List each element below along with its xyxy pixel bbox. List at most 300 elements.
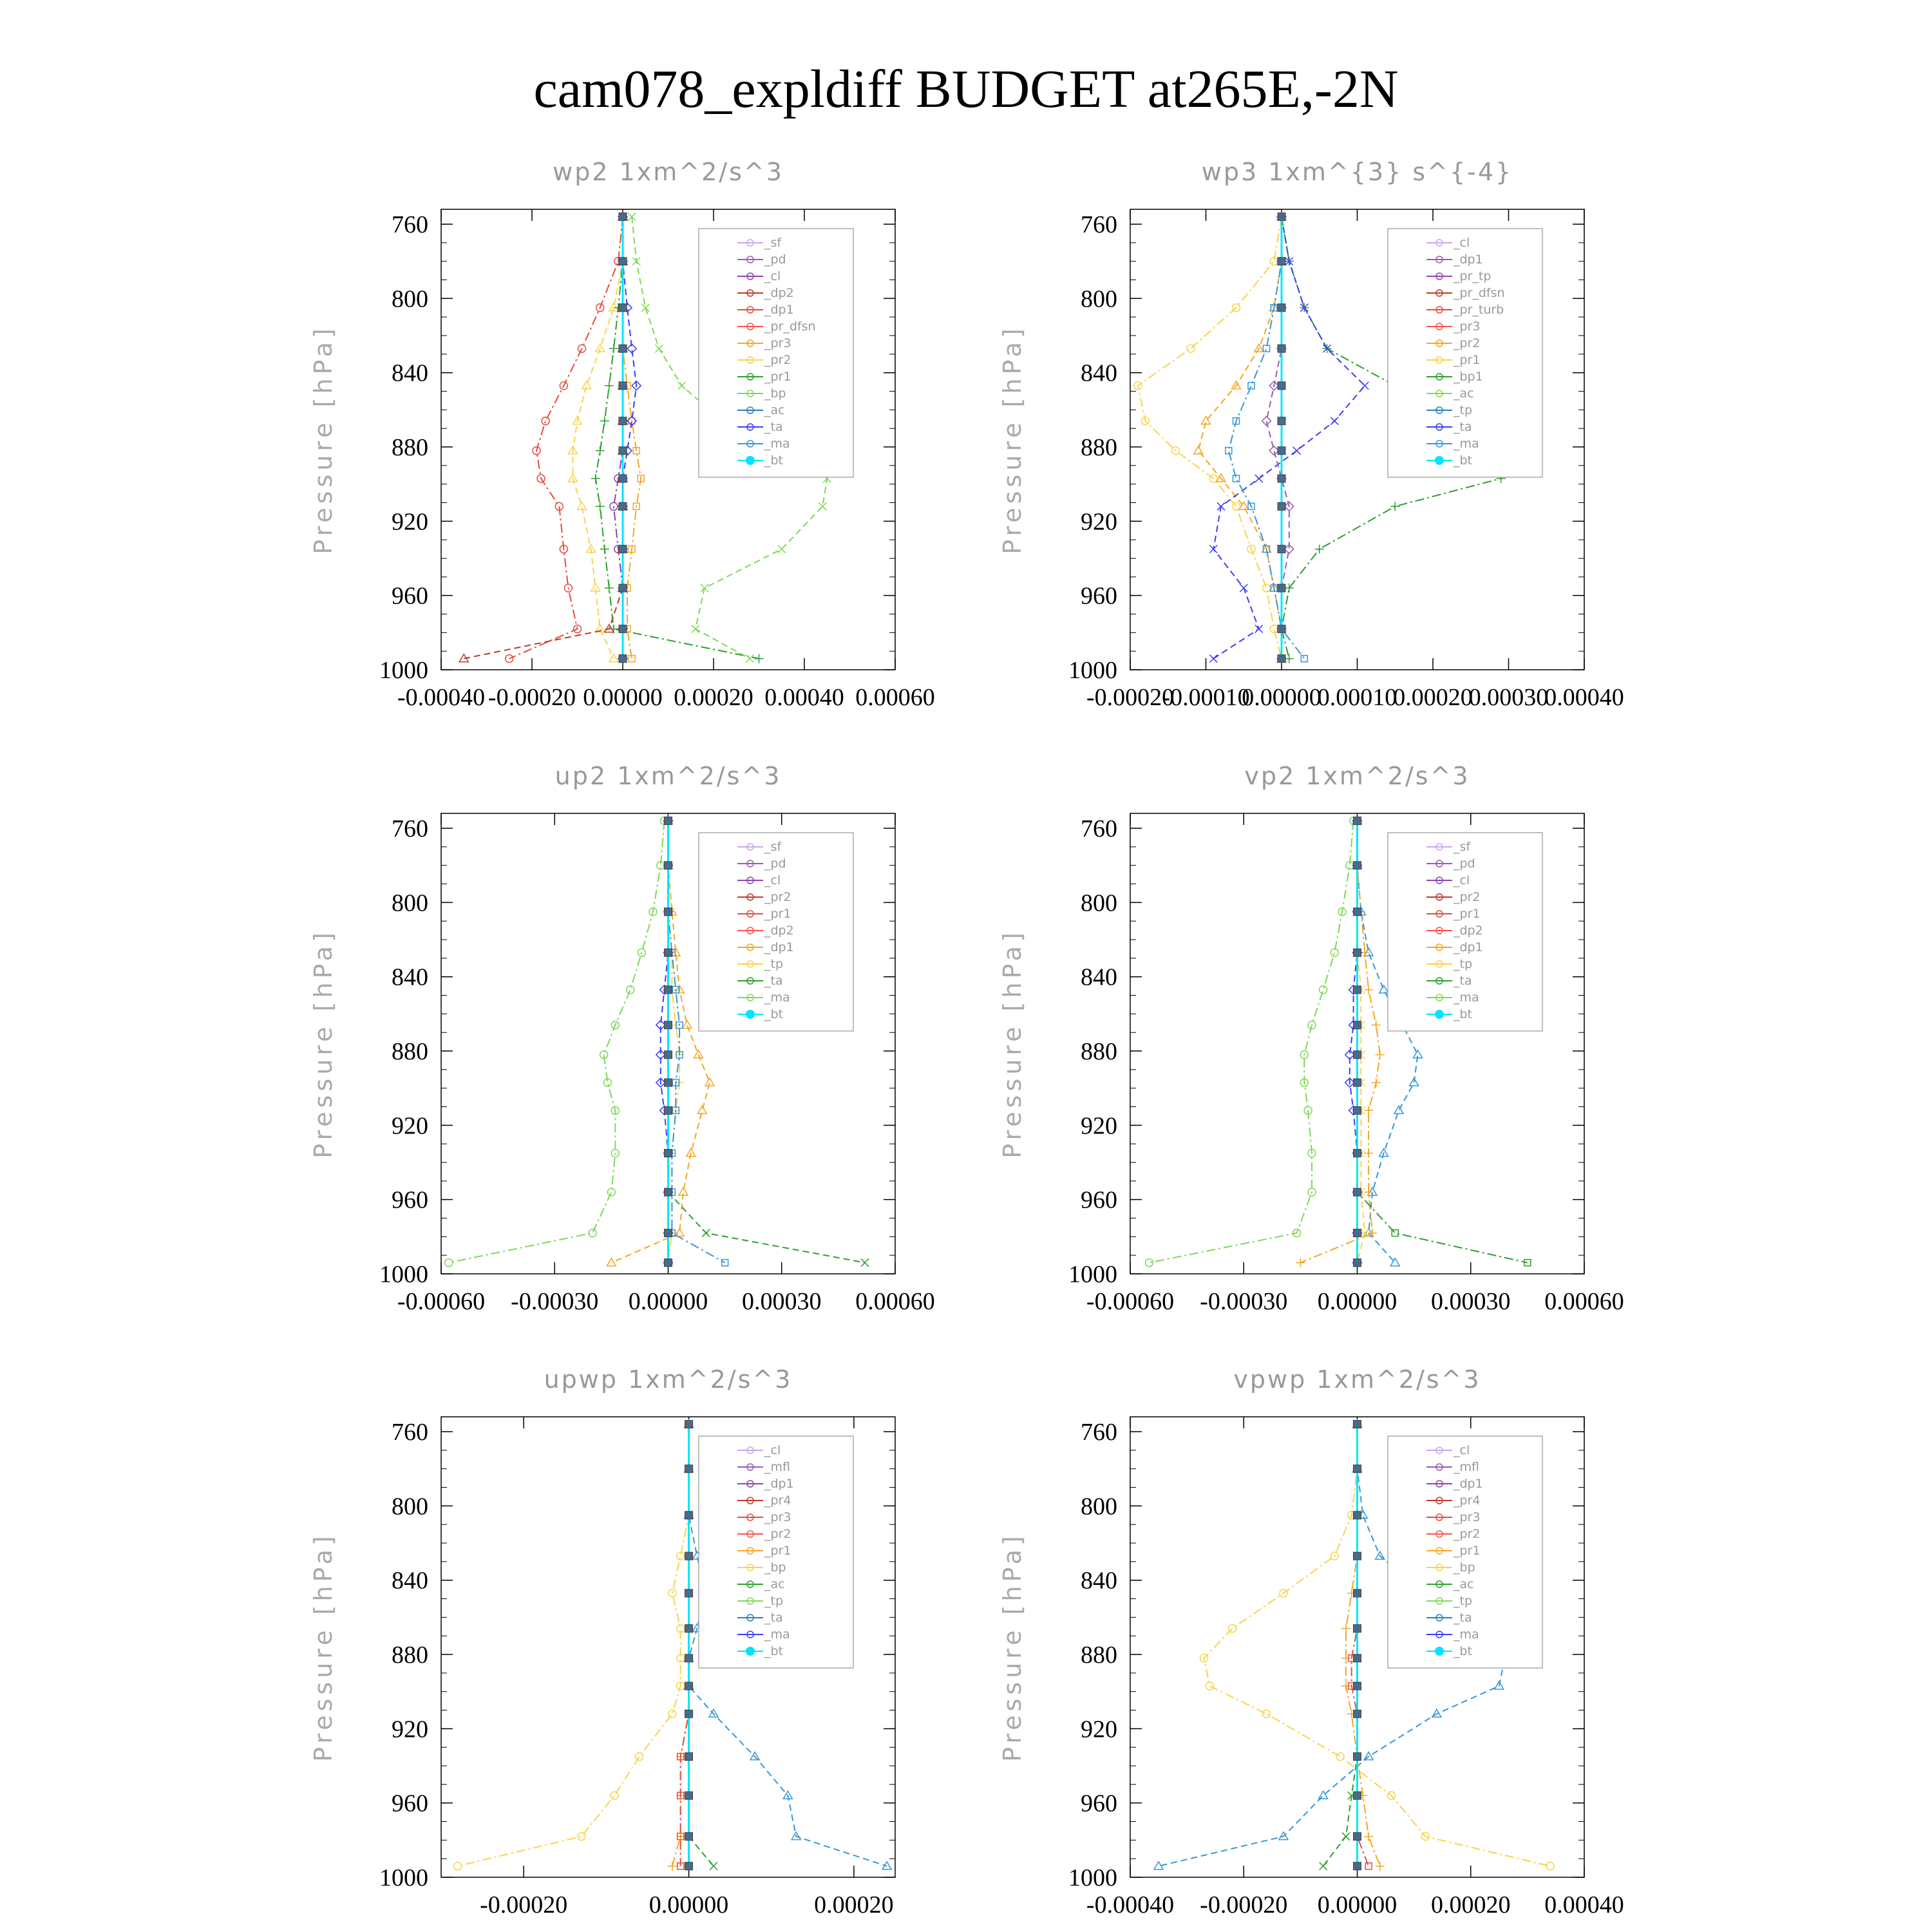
data-point <box>1255 475 1263 482</box>
x-tick-label: 0.00040 <box>1544 684 1624 711</box>
x-tick-label: 0.00030 <box>742 1288 822 1315</box>
data-point <box>1194 446 1203 454</box>
data-point <box>619 625 627 633</box>
data-point <box>1262 417 1271 426</box>
y-tick-label: 920 <box>1081 508 1117 536</box>
data-point <box>1354 1150 1361 1157</box>
data-point <box>1336 1753 1344 1761</box>
data-point <box>619 382 627 390</box>
data-point <box>668 1862 677 1871</box>
legend-entry: _pd <box>764 857 786 871</box>
x-tick-label: 0.00010 <box>1317 684 1397 711</box>
panel-title: upwp 1xm^2/s^3 <box>544 1365 793 1394</box>
data-point <box>692 625 699 633</box>
panel-2 <box>309 762 935 1315</box>
data-point <box>1278 345 1285 352</box>
data-point <box>722 1260 728 1266</box>
data-point <box>1354 1682 1361 1690</box>
data-point <box>600 417 609 426</box>
x-tick-label: 0.00020 <box>1393 684 1473 711</box>
panel-title: wp3 1xm^{3} s^{-4} <box>1201 158 1513 186</box>
data-point <box>819 502 826 510</box>
x-tick-label: 0.00030 <box>1431 1288 1511 1315</box>
legend-entry: _dp2 <box>764 286 794 300</box>
panel-0 <box>309 158 935 711</box>
data-point <box>1320 1862 1327 1870</box>
data-point <box>1372 1021 1381 1030</box>
legend-entry: _pr1 <box>1454 353 1481 367</box>
y-tick-label: 920 <box>392 508 428 536</box>
data-point <box>1209 655 1217 663</box>
data-point <box>1364 985 1373 994</box>
data-point <box>1320 986 1327 994</box>
data-point <box>619 475 627 482</box>
data-point <box>655 345 663 352</box>
data-point <box>1354 1753 1361 1761</box>
legend-entry: _ta <box>1454 974 1472 988</box>
data-point <box>619 258 627 265</box>
legend-marker <box>1435 1647 1444 1656</box>
y-tick-label: 960 <box>1081 582 1117 610</box>
x-tick-label: 0.00060 <box>855 684 935 711</box>
data-point <box>697 1106 706 1113</box>
x-tick-label: 0.00020 <box>1431 1891 1511 1918</box>
data-point <box>710 1862 717 1870</box>
data-point <box>1315 545 1324 554</box>
legend-entry: _tp <box>1454 957 1473 971</box>
data-point <box>1354 1259 1361 1267</box>
data-point <box>665 1051 672 1059</box>
y-tick-label: 760 <box>1081 211 1117 239</box>
data-point <box>1354 986 1361 994</box>
y-tick-label: 1000 <box>1068 1261 1117 1288</box>
series-line-dp1 <box>449 821 665 1263</box>
x-tick-label: 0.00000 <box>1317 1891 1397 1918</box>
data-point <box>665 986 672 994</box>
data-point <box>611 1792 618 1799</box>
legend-entry: _dp1 <box>1454 940 1483 954</box>
y-tick-label: 1000 <box>1068 1864 1117 1891</box>
data-point <box>668 1710 676 1718</box>
data-point <box>685 1552 693 1560</box>
data-point <box>1354 1625 1361 1633</box>
legend-entry: _tp <box>1454 403 1473 417</box>
legend-marker <box>746 1647 755 1656</box>
data-point <box>1278 258 1285 265</box>
y-tick-label: 960 <box>1081 1186 1117 1214</box>
y-axis-label: Pressure [hPa] <box>998 929 1027 1159</box>
panel-title: wp2 1xm^2/s^3 <box>553 158 784 186</box>
y-tick-label: 960 <box>1081 1790 1117 1817</box>
series-line-dp1 <box>1149 821 1353 1263</box>
data-point <box>665 908 672 916</box>
legend-entry: _dp1 <box>1454 1477 1483 1491</box>
legend-entry: _ma <box>764 437 790 451</box>
x-tick-label: 0.00000 <box>649 1891 729 1918</box>
y-axis-label: Pressure [hPa] <box>309 1532 337 1762</box>
legend-entry: _pr2 <box>1454 890 1481 904</box>
legend-entry: _bt <box>764 1644 784 1658</box>
legend-entry: _pr3 <box>1454 1510 1481 1524</box>
data-point <box>685 1862 693 1870</box>
data-point <box>1278 584 1285 592</box>
y-tick-label: 1000 <box>379 657 428 684</box>
legend-entry: _pr4 <box>1454 1493 1481 1508</box>
data-point <box>1342 1833 1350 1841</box>
data-point <box>1278 382 1285 390</box>
data-point <box>755 654 764 663</box>
legend-entry: _ac <box>1454 1577 1474 1591</box>
legend-entry: _tp <box>1454 1594 1473 1608</box>
data-point <box>1354 1833 1361 1841</box>
legend-entry: _ac <box>764 403 785 417</box>
y-tick-label: 800 <box>1081 889 1117 917</box>
legend-entry: _bt <box>764 453 784 468</box>
legend-marker <box>746 456 755 465</box>
data-point <box>619 655 627 663</box>
data-point <box>1278 475 1285 482</box>
panel-5 <box>998 1365 1624 1918</box>
x-tick-label: 0.00040 <box>1544 1891 1624 1918</box>
y-tick-label: 920 <box>1081 1112 1117 1140</box>
data-point <box>685 1421 693 1428</box>
data-point <box>665 1229 672 1237</box>
data-point <box>1354 1552 1361 1560</box>
y-tick-label: 760 <box>1081 1419 1117 1446</box>
data-point <box>1354 1229 1361 1237</box>
legend-entry: _pr2 <box>764 353 791 367</box>
series-line-dp1 <box>681 1425 689 1866</box>
y-tick-label: 880 <box>392 434 428 462</box>
data-point <box>685 1654 693 1662</box>
legend-entry: _pr1 <box>764 1544 791 1558</box>
y-tick-label: 760 <box>1081 815 1117 843</box>
data-point <box>1354 1465 1361 1473</box>
series-line-ta <box>661 821 668 1263</box>
y-tick-label: 840 <box>392 963 428 991</box>
data-point <box>1269 446 1278 455</box>
data-point <box>1361 382 1368 390</box>
data-point <box>1364 1832 1373 1841</box>
data-point <box>610 502 618 510</box>
data-point <box>636 1753 643 1761</box>
legend-entry: _bt <box>1454 1644 1473 1658</box>
data-point <box>1278 502 1285 510</box>
legend-entry: _mfl <box>764 1460 790 1474</box>
panel-4 <box>309 1365 895 1918</box>
y-tick-label: 920 <box>392 1112 428 1140</box>
data-point <box>1240 584 1247 592</box>
legend-entry: _dp1 <box>764 303 794 317</box>
y-axis-label: Pressure [hPa] <box>309 325 337 554</box>
x-tick-label: 0.00000 <box>1242 684 1321 711</box>
data-point <box>665 949 672 956</box>
legend-entry: _pr3 <box>1454 319 1481 334</box>
legend-entry: _ma <box>1454 1627 1479 1642</box>
data-point <box>1278 447 1285 455</box>
data-point <box>596 502 605 511</box>
data-point <box>678 382 686 390</box>
legend-entry: _pr1 <box>1454 907 1481 921</box>
data-point <box>619 213 627 221</box>
panel-1 <box>998 158 1624 711</box>
data-point <box>1354 1792 1361 1799</box>
y-tick-label: 1000 <box>379 1864 428 1891</box>
y-tick-label: 840 <box>1081 359 1117 387</box>
legend-marker <box>746 1010 755 1019</box>
panel-3 <box>998 762 1624 1315</box>
series-line-dp2 <box>464 217 623 659</box>
data-point <box>1278 625 1285 633</box>
data-point <box>1354 908 1361 916</box>
x-tick-label: -0.00020 <box>480 1891 568 1918</box>
y-tick-label: 800 <box>392 285 428 313</box>
data-point <box>685 1511 693 1519</box>
series-line-pr2 <box>573 217 623 659</box>
data-point <box>627 986 634 994</box>
legend-entry: _ac <box>764 1577 785 1591</box>
y-tick-label: 800 <box>1081 1493 1117 1520</box>
data-point <box>1278 304 1285 312</box>
legend-entry: _pr1 <box>1454 1544 1481 1558</box>
data-point <box>683 1021 692 1028</box>
legend-entry: _cl <box>1454 236 1470 250</box>
legend-entry: _pr2 <box>764 1527 791 1541</box>
data-point <box>665 1259 672 1267</box>
data-point <box>694 1050 703 1058</box>
series-line-pr2 <box>1198 217 1282 659</box>
data-point <box>685 1833 693 1841</box>
data-point <box>746 655 753 663</box>
legend-entry: _bp <box>1454 1560 1475 1575</box>
y-tick-label: 880 <box>392 1642 428 1669</box>
data-point <box>454 1862 462 1870</box>
data-point <box>1394 1106 1403 1113</box>
data-point <box>1278 545 1285 553</box>
legend-entry: _cl <box>764 873 781 887</box>
data-point <box>665 862 672 869</box>
panel-title: vp2 1xm^2/s^3 <box>1244 762 1470 790</box>
legend-entry: _pr_dfsn <box>764 319 816 334</box>
data-point <box>1376 1050 1385 1059</box>
x-tick-label: -0.00010 <box>1162 684 1250 711</box>
legend-entry: _ta <box>764 1611 783 1625</box>
legend-entry: _dp1 <box>1454 252 1483 267</box>
data-point <box>1354 817 1361 825</box>
legend-entry: _ta <box>764 974 783 988</box>
data-point <box>596 446 605 455</box>
legend-entry: _pr4 <box>764 1493 791 1508</box>
legend-entry: _pr_dfsn <box>1454 286 1505 300</box>
data-point <box>1354 1710 1361 1718</box>
data-point <box>685 1753 693 1761</box>
data-point <box>591 474 600 483</box>
legend-entry: _bt <box>1454 453 1473 468</box>
x-tick-label: 0.00020 <box>814 1891 894 1918</box>
legend-entry: _pr3 <box>764 336 791 350</box>
data-point <box>1354 1654 1361 1662</box>
y-tick-label: 840 <box>1081 1567 1117 1595</box>
legend-entry: _bp <box>764 1560 786 1575</box>
data-point <box>641 304 649 312</box>
data-point <box>1248 383 1255 389</box>
data-point <box>665 817 672 825</box>
legend-entry: _mfl <box>1454 1460 1479 1474</box>
x-tick-label: -0.00060 <box>1086 1288 1175 1315</box>
legend-entry: _pr1 <box>764 370 791 384</box>
legend-entry: _cl <box>1454 1443 1470 1457</box>
x-tick-label: -0.00040 <box>397 684 486 711</box>
legend-entry: _pr1 <box>764 907 791 921</box>
data-point <box>665 1150 672 1157</box>
y-tick-label: 800 <box>1081 285 1117 313</box>
x-tick-label: -0.00040 <box>1086 1891 1175 1918</box>
y-tick-label: 800 <box>392 889 428 917</box>
data-point <box>1293 447 1301 455</box>
data-point <box>605 381 614 390</box>
legend-entry: _tp <box>764 1594 784 1608</box>
x-tick-label: 0.00060 <box>1544 1288 1624 1315</box>
data-point <box>1263 1710 1271 1718</box>
data-point <box>609 344 618 353</box>
x-tick-label: 0.00020 <box>674 684 753 711</box>
legend-entry: _dp1 <box>764 940 794 954</box>
legend-entry: _pd <box>764 252 786 267</box>
y-tick-label: 880 <box>1081 1038 1117 1066</box>
data-point <box>619 304 627 312</box>
data-point <box>1354 1589 1361 1597</box>
legend-entry: _sf <box>764 236 782 250</box>
data-point <box>1354 1862 1361 1870</box>
y-axis-label: Pressure [hPa] <box>998 1532 1027 1762</box>
legend-entry: _ta <box>1454 1611 1472 1625</box>
data-point <box>665 1079 672 1086</box>
data-point <box>619 417 627 425</box>
legend-entry: _bt <box>764 1007 784 1021</box>
data-point <box>619 345 627 352</box>
x-tick-label: -0.00020 <box>488 684 576 711</box>
y-tick-label: 840 <box>1081 963 1117 991</box>
y-tick-label: 840 <box>392 1567 428 1595</box>
legend-entry: _pr_turb <box>1454 303 1504 317</box>
data-point <box>1354 862 1361 869</box>
data-point <box>685 1682 693 1690</box>
panel-title: up2 1xm^2/s^3 <box>554 762 782 790</box>
data-point <box>1278 655 1285 663</box>
legend-entry: _pr2 <box>764 890 791 904</box>
data-point <box>619 502 627 510</box>
panel-title: vpwp 1xm^2/s^3 <box>1233 1365 1481 1394</box>
data-point <box>665 1021 672 1029</box>
y-tick-label: 840 <box>392 359 428 387</box>
data-point <box>1341 1624 1350 1633</box>
data-point <box>1278 213 1285 221</box>
y-tick-label: 1000 <box>1068 657 1117 684</box>
legend-entry: _dp2 <box>1454 923 1483 938</box>
figure-title: cam078_expldiff BUDGET at265E,-2N <box>533 59 1399 119</box>
data-point <box>1331 417 1338 425</box>
legend-entry: _bp1 <box>1454 370 1483 384</box>
legend-entry: _cl <box>764 269 781 283</box>
x-tick-label: -0.00020 <box>1086 684 1175 711</box>
legend-entry: _pr2 <box>1454 336 1481 350</box>
y-tick-label: 880 <box>1081 434 1117 462</box>
data-point <box>542 417 549 425</box>
x-tick-label: -0.00060 <box>397 1288 486 1315</box>
y-tick-label: 920 <box>392 1716 428 1743</box>
legend-entry: _ac <box>1454 386 1474 401</box>
data-point <box>685 1792 693 1799</box>
y-axis-label: Pressure [hPa] <box>998 325 1027 554</box>
x-tick-label: 0.00000 <box>583 684 663 711</box>
legend-entry: _ma <box>764 1627 790 1642</box>
data-point <box>1354 1188 1361 1196</box>
data-point <box>1264 345 1270 352</box>
series-line-pr1 <box>458 1425 689 1866</box>
data-point <box>619 545 627 553</box>
x-tick-label: -0.00020 <box>1200 1891 1288 1918</box>
series-line-bp <box>1323 1425 1358 1866</box>
data-point <box>1365 1863 1372 1870</box>
legend-entry: _bt <box>1454 1007 1473 1021</box>
data-point <box>1255 625 1263 633</box>
series-line-pr1 <box>1138 217 1282 659</box>
y-tick-label: 960 <box>392 1790 428 1817</box>
x-tick-label: 0.00060 <box>855 1288 935 1315</box>
legend-entry: _ma <box>764 990 790 1005</box>
data-point <box>1354 1511 1361 1519</box>
y-tick-label: 920 <box>1081 1716 1117 1743</box>
y-tick-label: 880 <box>1081 1642 1117 1669</box>
x-tick-label: -0.00030 <box>511 1288 599 1315</box>
data-point <box>445 1259 453 1267</box>
data-point <box>600 545 609 554</box>
legend-entry: _pd <box>1454 857 1475 871</box>
data-point <box>1354 1051 1361 1059</box>
data-point <box>702 1229 710 1237</box>
data-point <box>668 1589 676 1597</box>
series-line-ta <box>1350 821 1358 1263</box>
legend-entry: _pr_tp <box>1454 269 1492 283</box>
data-point <box>1364 1149 1373 1158</box>
data-point <box>665 1188 672 1196</box>
data-point <box>1206 1682 1213 1690</box>
data-point <box>1278 417 1285 425</box>
data-point <box>1354 1021 1361 1029</box>
x-tick-label: 0.00030 <box>1468 684 1549 711</box>
legend-entry: _ta <box>764 420 783 434</box>
data-point <box>861 1259 869 1267</box>
series-line-dp1 <box>509 217 623 659</box>
data-point <box>619 447 627 455</box>
data-point <box>1376 1862 1385 1871</box>
legend-entry: _ta <box>1454 420 1472 434</box>
data-point <box>685 1465 693 1473</box>
legend-entry: _dp1 <box>764 1477 794 1491</box>
data-point <box>1296 1258 1305 1267</box>
data-point <box>685 1625 693 1633</box>
y-tick-label: 760 <box>392 815 428 843</box>
data-point <box>1372 1078 1381 1087</box>
data-point <box>1354 1421 1361 1428</box>
y-tick-label: 800 <box>392 1493 428 1520</box>
data-point <box>1233 502 1240 510</box>
legend-marker <box>1435 1010 1444 1019</box>
data-point <box>665 1106 672 1114</box>
y-tick-label: 960 <box>392 582 428 610</box>
data-point <box>1301 656 1307 662</box>
data-point <box>607 1188 615 1196</box>
